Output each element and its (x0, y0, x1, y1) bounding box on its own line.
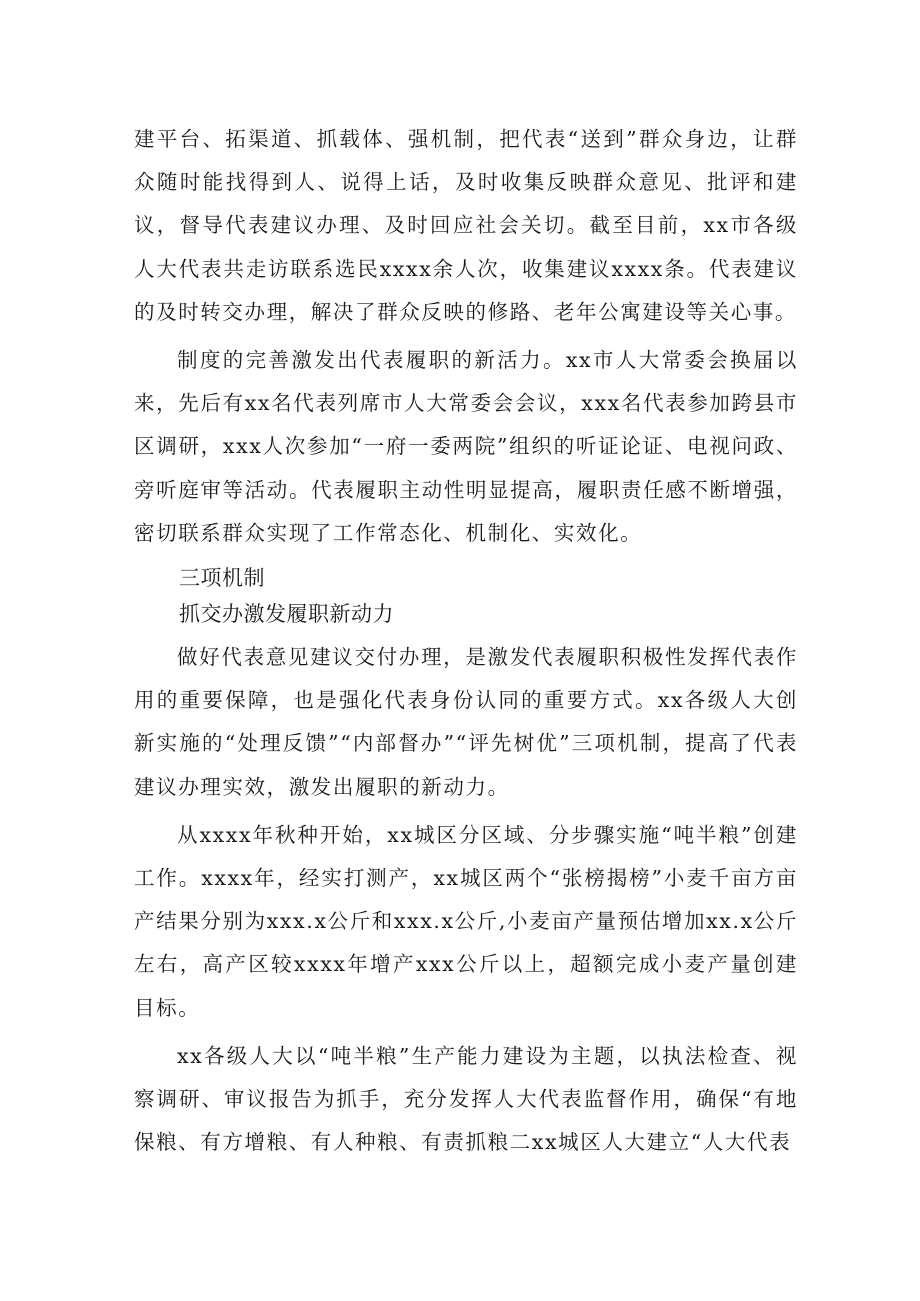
paragraph-grain-creation: 从xxxx年秋种开始，xx城区分区域、分步骤实施“吨半粮”创建工作。xxxx年，经实打测产，xx城区两个“张榜揭榜”小麦千亩方亩产结果分别为xxx.x公斤和xxx.x公斤,小麦亩产量预估增加xx.x公斤左右，高产区较xxxx年增产xxx公斤以上，超额完成小麦产量创建目标。 (134, 822, 798, 1020)
paragraph-institution-vitality: 制度的完善激发出代表履职的新活力。xx市人大常委会换届以来，先后有xx名代表列席市人大常委会会议，xxx名代表参加跨县市区调研，xxx人次参加“一府一委两院”组织的听证论证、电视问政、旁听庭审等活动。代表履职主动性明显提高，履职责任感不断增强，密切联系群众实现了工作常态化、机制化、实效化。 (134, 348, 798, 545)
section-subheading: 抓交办激发履职新动力 (179, 602, 394, 627)
paragraph-grain-supervision: xx各级人大以“吨半粮”生产能力建设为主题，以执法检查、视察调研、审议报告为抓手，充分发挥人大代表监督作用，确保“有地保粮、有方增粮、有人种粮、有责抓粮二xx城区人大建立“人大代表 (134, 1043, 798, 1155)
section-heading: 三项机制 (179, 566, 265, 591)
paragraph-suggestion-handling: 做好代表意见建议交付办理，是激发代表履职积极性发挥代表作用的重要保障，也是强化代表身份认同的重要方式。xx各级人大创新实施的“处理反馈”“内部督办”“评先树优”三项机制，提高了代表建议办理实效，激发出履职的新动力。 (134, 645, 798, 799)
document-page (134, 118, 798, 1169)
paragraph-contact-voters: 建平台、拓渠道、抓载体、强机制，把代表“送到”群众身边，让群众随时能找得到人、说得上话，及时收集反映群众意见、批评和建议，督导代表建议办理、及时回应社会关切。截至目前，xx市各级人大代表共走访联系选民xxxx余人次，收集建议xxxx条。代表建议的及时转交办理，解决了群众反映的修路、老年公寓建设等关心事。 (134, 127, 798, 324)
